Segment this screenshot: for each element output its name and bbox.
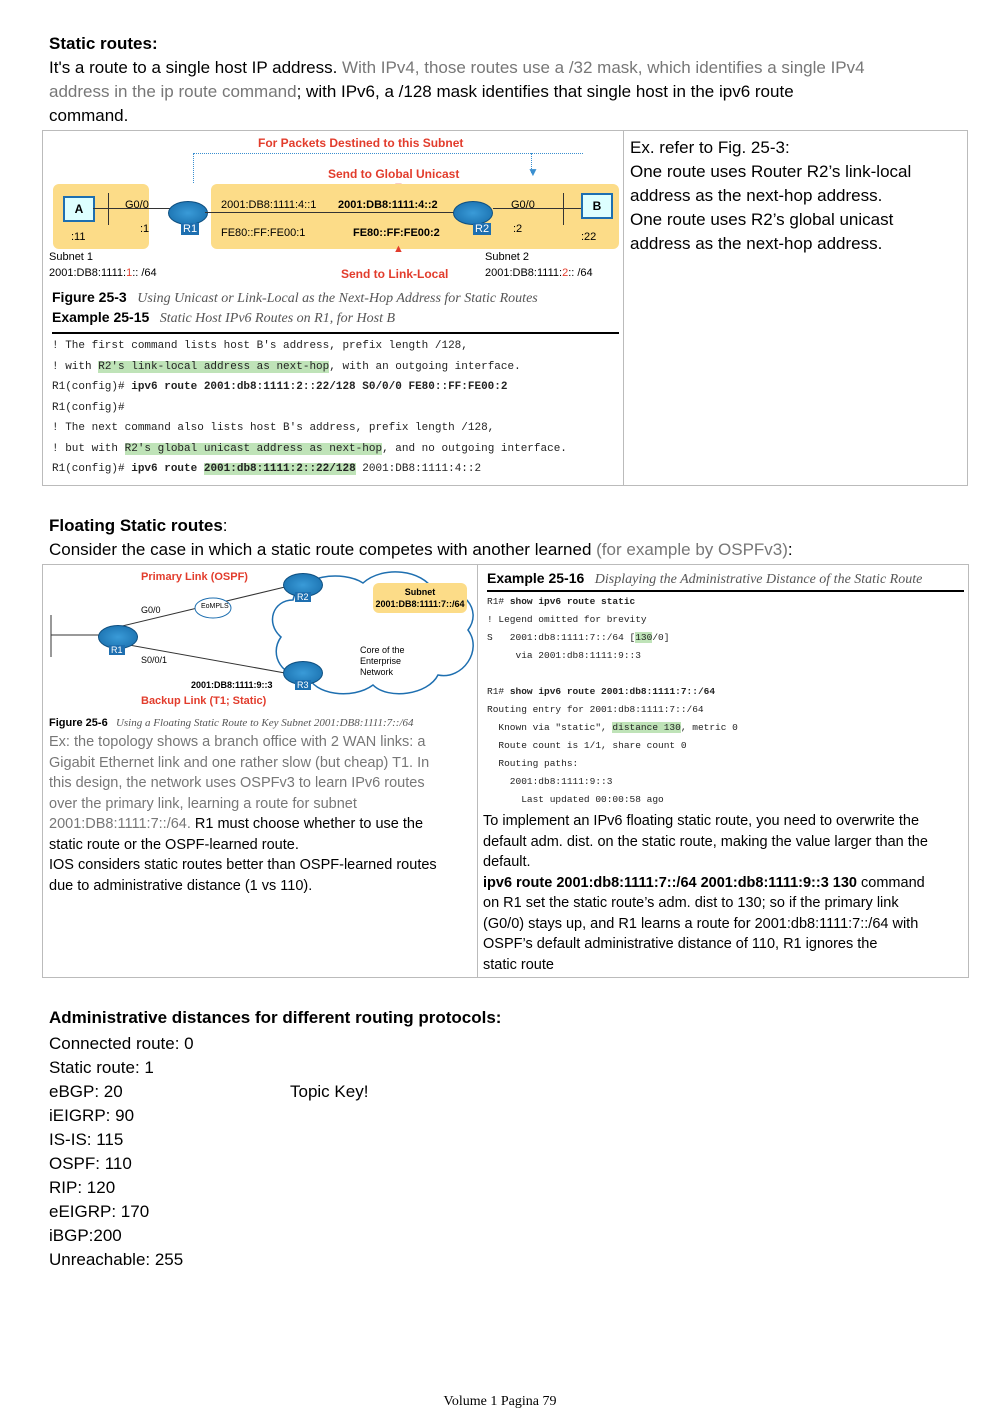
host-b-icon: B — [581, 193, 613, 219]
list-item: RIP: 120 — [49, 1178, 116, 1197]
figure-25-6-caption: Figure 25-6 Using a Floating Static Route to Key Subnet 2001:DB8:1111:7::/64 — [49, 717, 414, 729]
example-25-16-code: R1# show ipv6 route static ! Legend omitted for brevity S 2001:db8:1111:7::/64 [130/0] via 2001:db8:1111:9::3 R1# show ipv6 route 2001:db8:1111:7::/64 Routing entry for 2001:db8:1111:7::/64 Known via "static", distance 130, metric 0 Route count is 1/1, share count 0 Routing paths: 2001:db8:1111:9::3 Last updated 00:00:58 ago — [487, 596, 738, 805]
fig-25-3-notes: Ex. refer to Fig. 25-3: One route uses Router R2’s link-local address as the next-hop address. One route uses R2’s global unicast address as the next-hop address. — [630, 138, 912, 253]
subnet1-address: 2001:DB8:1111:1:: /64 — [49, 267, 157, 279]
list-item: eEIGRP: 170 — [49, 1202, 150, 1221]
list-item: eBGP: 20 — [49, 1082, 123, 1101]
list-item: OSPF: 110 — [49, 1154, 132, 1173]
dotted-line-left — [193, 153, 194, 183]
table-divider — [623, 130, 624, 486]
caption-rule — [52, 332, 619, 334]
wan-link — [205, 212, 485, 213]
figure-25-6-diagram: Primary Link (OSPF) G0/0 EoMPLS R1 S0/0/1 R2 R3 2001:DB8:1111:9::3 Backup Link (T1; Static) Subnet 2001:DB8:1111:7::/64 Core of the Enterprise Network — [43, 565, 476, 715]
floating-static-notes: To implement an IPv6 floating static route, you need to overwrite the default adm. dist. on the static route, making the value larger than the default. ipv6 route 2001:db8:1111:7::/64 2001:db8:1111:9::3 130 command on R1 set the static route’s adm. dist to 130; so if the primary link (G0/0) stays up, and R1 learns a route for 2001:db8:1111:7::/64 with OSPF’s default administrative distance of 110, R1 ignores the static route — [483, 813, 928, 973]
link-r2-b — [493, 208, 583, 209]
figure-25-3-diagram: For Packets Destined to this Subnet ▼ Send to Global Unicast A G0/0 :11 :1 R1 2001:DB8:1111:4::1 2001:DB8:1111:4::2 FE80::FF:FE00:1 FE80::FF:FE00:2 R2 G0/0 :2 B :22 Subnet 1 2001:DB8:1111:1:: /64 ▲ Send to Link-Local Subnet 2 2001:DB8:1111:2:: /64 — [43, 131, 623, 291]
arrow-down-icon: ▼ — [527, 165, 539, 179]
example-25-15-code: ! The first command lists host B's address, prefix length /128, ! with R2's link-local address as next-hop, with an outgoing interface. R1(config)# ipv6 route 2001:db8:1111:2::22/128 S0/0/0 FE80::FF:FE00:2 R1(config)# ! The next command also lists host B's address, prefix length /128, ! but with R2's global unicast address as next-hop, and no outgoing interface. R1(config)# ipv6 route 2001:db8:1111:2::22/128 2001:DB8:1111:4::2 — [52, 340, 567, 475]
list-item: IS-IS: 115 — [49, 1130, 124, 1149]
list-item: iBGP:200 — [49, 1226, 122, 1245]
static-routes-text: It's a route to a single host IP address. With IPv4, those routes use a /32 mask, which identifies a single IPv4 address in the ip route command; with IPv6, a /128 mask identifies that single host in the ipv6 route command. — [49, 58, 865, 125]
lan-bar-1 — [108, 193, 109, 225]
fig-25-6-notes: Ex: the topology shows a branch office with 2 WAN links: a Gigabit Ethernet link and one rather slow (but cheap) T1. In this design, the network uses OSPFv3 to learn IPv6 routes over the primary link, learning a route for subnet 2001:DB8:1111:7::/64. R1 must choose whether to use the static route or the OSPF-learned route. IOS considers static routes better than OSPF-learned routes due to administrative distance (1 vs 110). — [49, 734, 437, 894]
wan-area — [211, 184, 491, 249]
host-a-icon: A — [63, 196, 95, 222]
caption-rule-2 — [487, 590, 964, 592]
table-divider-2 — [477, 564, 478, 978]
router-r2-icon — [453, 201, 493, 225]
arrow-up-red-icon: ▲ — [393, 243, 404, 255]
floating-static-heading: Floating Static routes: — [49, 516, 228, 535]
list-item: iEIGRP: 90 — [49, 1106, 135, 1125]
list-item: Static route: 1 — [49, 1058, 154, 1077]
page-footer: Volume 1 Pagina 79 — [443, 1394, 557, 1409]
subnet2-address: 2001:DB8:1111:2:: /64 — [485, 267, 593, 279]
subnet-box: Subnet 2001:DB8:1111:7::/64 — [373, 583, 467, 613]
core-network-label: Core of the Enterprise Network — [360, 645, 405, 677]
static-routes-heading: Static routes: — [49, 34, 158, 53]
floating-static-intro: Consider the case in which a static route competes with another learned (for example by OSPFv3): — [49, 540, 793, 559]
list-item: Unreachable: 255 — [49, 1250, 184, 1269]
admin-distance-list — [49, 1032, 194, 1272]
lan-bar-2 — [563, 193, 564, 225]
example-25-16-caption: Example 25-16 Displaying the Administrative Distance of the Static Route — [487, 570, 923, 587]
list-item: Connected route: 0 — [49, 1034, 194, 1053]
dotted-line — [193, 153, 583, 154]
figure-25-3-caption: Figure 25-3 Using Unicast or Link-Local as the Next-Hop Address for Static Routes — [52, 289, 538, 306]
admin-distance-heading: Administrative distances for different routing protocols: — [49, 1008, 502, 1027]
topic-key-label: Topic Key! — [290, 1082, 369, 1101]
example-25-15-caption: Example 25-15 Static Host IPv6 Routes on R1, for Host B — [52, 309, 396, 326]
router-r1-icon — [168, 201, 208, 225]
